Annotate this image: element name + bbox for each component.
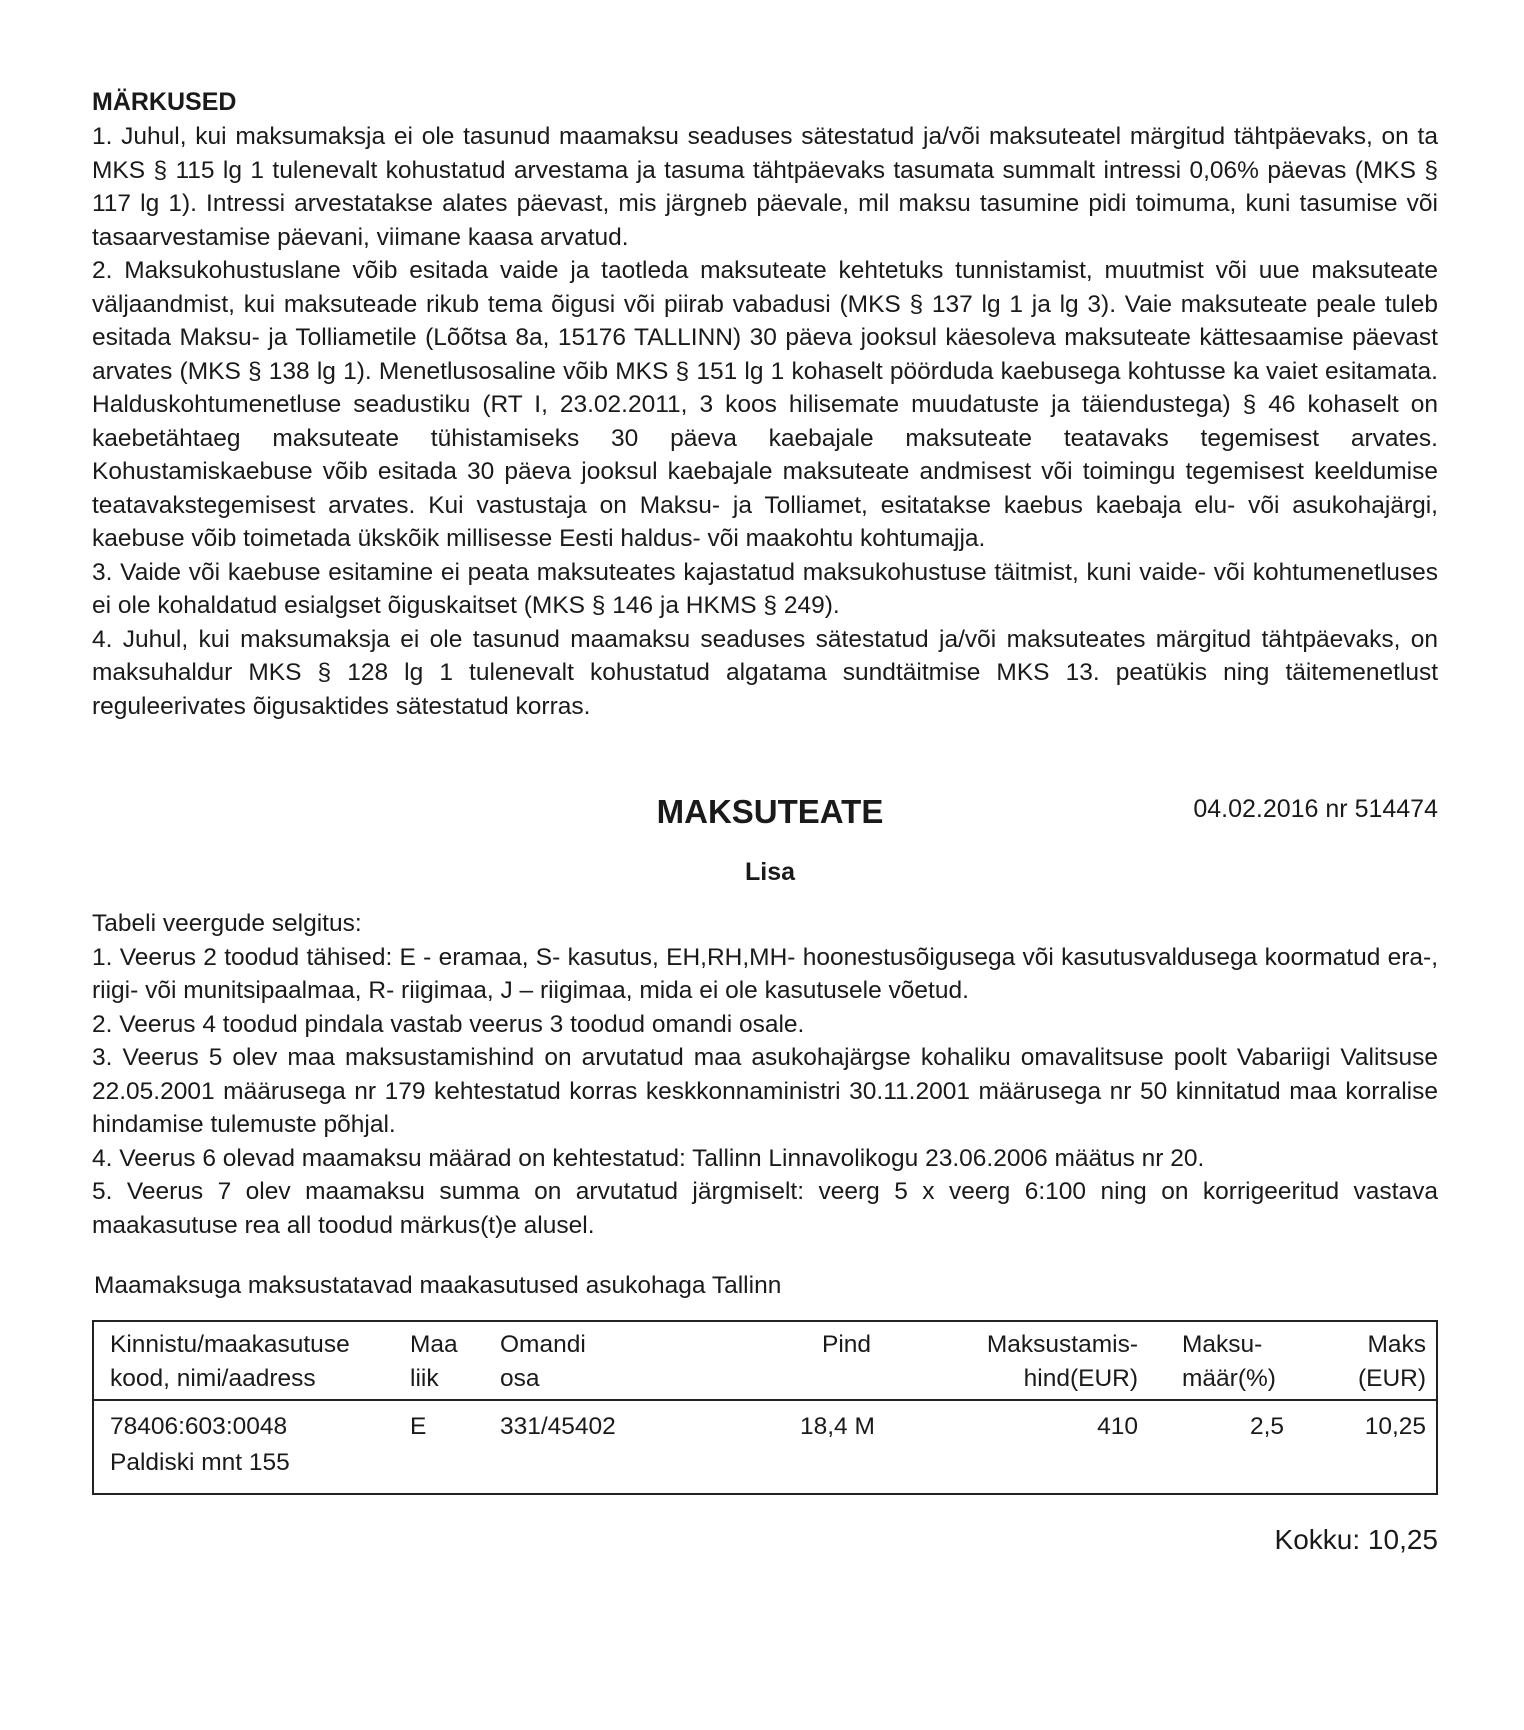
header-price-line2: hind(EUR) (1023, 1365, 1138, 1392)
note-paragraph: 4. Juhul, kui maksumaksja ei ole tasunud maamaksu seaduses sätestatud ja/või maksuteates märgitud tähtpäevaks, on maksuhaldur MKS § 128 lg 1 tulenevalt kohustatud algatama sundtäitmise MKS 13. peatükis ning täitemenetlust reguleerivates õigusaktides sätestatud korras. (92, 625, 1438, 720)
document-subtitle: Lisa (744, 858, 796, 886)
document-date-number: 04.02.2016 nr 514474 (1193, 795, 1438, 823)
header-rate-line1: Maksu- (1182, 1331, 1263, 1358)
header-tax-line1: Maks (1367, 1331, 1426, 1358)
header-price-line1: Maksustamis- (986, 1331, 1138, 1358)
header-rate-line2: määr(%) (1182, 1365, 1276, 1392)
table-caption: Maamaksuga maksustatavad maakasutused asukohaga Tallinn (94, 1272, 782, 1299)
legend-item: 1. Veerus 2 toodud tähised: E - eramaa, S- kasutus, EH,RH,MH- hoonestusõigusega või kasutusvaldusega koormatud era-, riigi- või munitsipaalmaa, R- riigimaa, J – riigimaa, mida ei ole kasutusele võetud. (92, 943, 1438, 1004)
row-share: 331/45402 (500, 1413, 616, 1440)
header-type-line2: liik (410, 1365, 439, 1392)
header-share-line2: osa (500, 1365, 540, 1392)
header-area: Pind (822, 1331, 872, 1358)
total-amount: Kokku: 10,25 (1274, 1524, 1438, 1555)
header-share-line1: Omandi (500, 1331, 586, 1358)
row-tax: 10,25 (1364, 1413, 1426, 1440)
legend-item: 4. Veerus 6 olevad maamaksu määrad on kehtestatud: Tallinn Linnavolikogu 23.06.2006 määtus nr 20. (92, 1144, 1205, 1172)
header-type-line1: Maa (410, 1331, 458, 1358)
header-code-line1: Kinnistu/maakasutuse (110, 1331, 350, 1358)
note-paragraph: 1. Juhul, kui maksumaksja ei ole tasunud maamaksu seaduses sätestatud ja/või maksuteatel märgitud tähtpäevaks, on ta MKS § 115 lg 1 tulenevalt kohustatud arvestama ja tasuma tähtpäevaks tasumata summalt intressi 0,06% päevas (MKS § 117 lg 1). Intressi arvestatakse alates päevast, mis järgneb päevale, mil maksu tasumine pidi toimuma, kuni tasumise või tasaarvestamise päevani, viimane kaasa arvatud. (92, 123, 1438, 251)
row-type: E (410, 1413, 427, 1440)
document-title: MAKSUTEATE (656, 793, 884, 830)
row-area: 18,4 M (800, 1413, 875, 1440)
row-address: Paldiski mnt 155 (110, 1449, 290, 1476)
notes-section (92, 84, 1438, 723)
row-price: 410 (1097, 1413, 1138, 1440)
row-rate: 2,5 (1249, 1413, 1284, 1440)
legend-intro: Tabeli veergude selgitus: (92, 910, 362, 937)
land-tax-table (92, 1320, 1438, 1495)
table-header-divider (94, 1399, 1436, 1401)
notes-title: MÄRKUSED (92, 88, 237, 116)
note-paragraph: 3. Vaide või kaebuse esitamine ei peata maksuteates kajastatud maksukohustuse täitmist, kuni vaide- või kohtumenetluses ei ole kohaldatud esialgset õiguskaitset (MKS § 146 ja HKMS § 249). (92, 558, 1438, 619)
row-code: 78406:603:0048 (110, 1413, 288, 1440)
legend-section (92, 907, 1438, 1242)
legend-item: 2. Veerus 4 toodud pindala vastab veerus 3 toodud omandi osale. (92, 1010, 805, 1038)
legend-item: 5. Veerus 7 olev maamaksu summa on arvutatud järgmiselt: veerg 5 x veerg 6:100 ning on korrigeeritud vastava maakasutuse rea all toodud märkus(t)e alusel. (92, 1178, 1438, 1239)
header-tax-line2: (EUR) (1357, 1365, 1426, 1392)
note-paragraph: 2. Maksukohustuslane võib esitada vaide ja taotleda maksuteate kehtetuks tunnistamist, muutmist või uue maksuteate väljaandmist, kui maksuteade rikub tema õigusi või piirab vabadusi (MKS § 137 lg 1 ja lg 3). Vaie maksuteate peale tuleb esitada Maksu- ja Tolliametile (Lõõtsa 8a, 15176 TALLINN) 30 päeva jooksul käesoleva maksuteate kättesaamise päevast arvates (MKS § 138 lg 1). Menetlusosaline võib MKS § 151 lg 1 kohaselt pöörduda kaebusega kohtusse ka vaiet esitamata. Halduskohtumenetluse seadustiku (RT I, 23.02.2011, 3 koos hilisemate muudatuste ja täiendustega) § 46 kohaselt on kaebetähtaeg maksuteate tühistamiseks 30 päeva kaebajale maksuteate teatavaks tegemisest arvates. Kohustamiskaebuse võib esitada 30 päeva jooksul kaebajale maksuteate andmisest või toimingu tegemisest keeldumise teatavakstegemisest arvates. Kui vastustaja on Maksu- ja Tolliamet, esitatakse kaebus kaebaja elu- või asukohajärgi, kaebuse võib toimetada ükskõik millisesse Eesti haldus- või maakohtu kohtumajja. (92, 257, 1438, 552)
legend-item: 3. Veerus 5 olev maa maksustamishind on arvutatud maa asukohajärgse kohaliku omavalitsuse poolt Vabariigi Valitsuse 22.05.2001 määrusega nr 179 kehtestatud korras keskkonnaministri 30.11.2001 määrusega nr 50 kinnitatud maa korralise hindamise tulemuste põhjal. (92, 1044, 1438, 1138)
header-code-line2: kood, nimi/aadress (110, 1365, 316, 1392)
